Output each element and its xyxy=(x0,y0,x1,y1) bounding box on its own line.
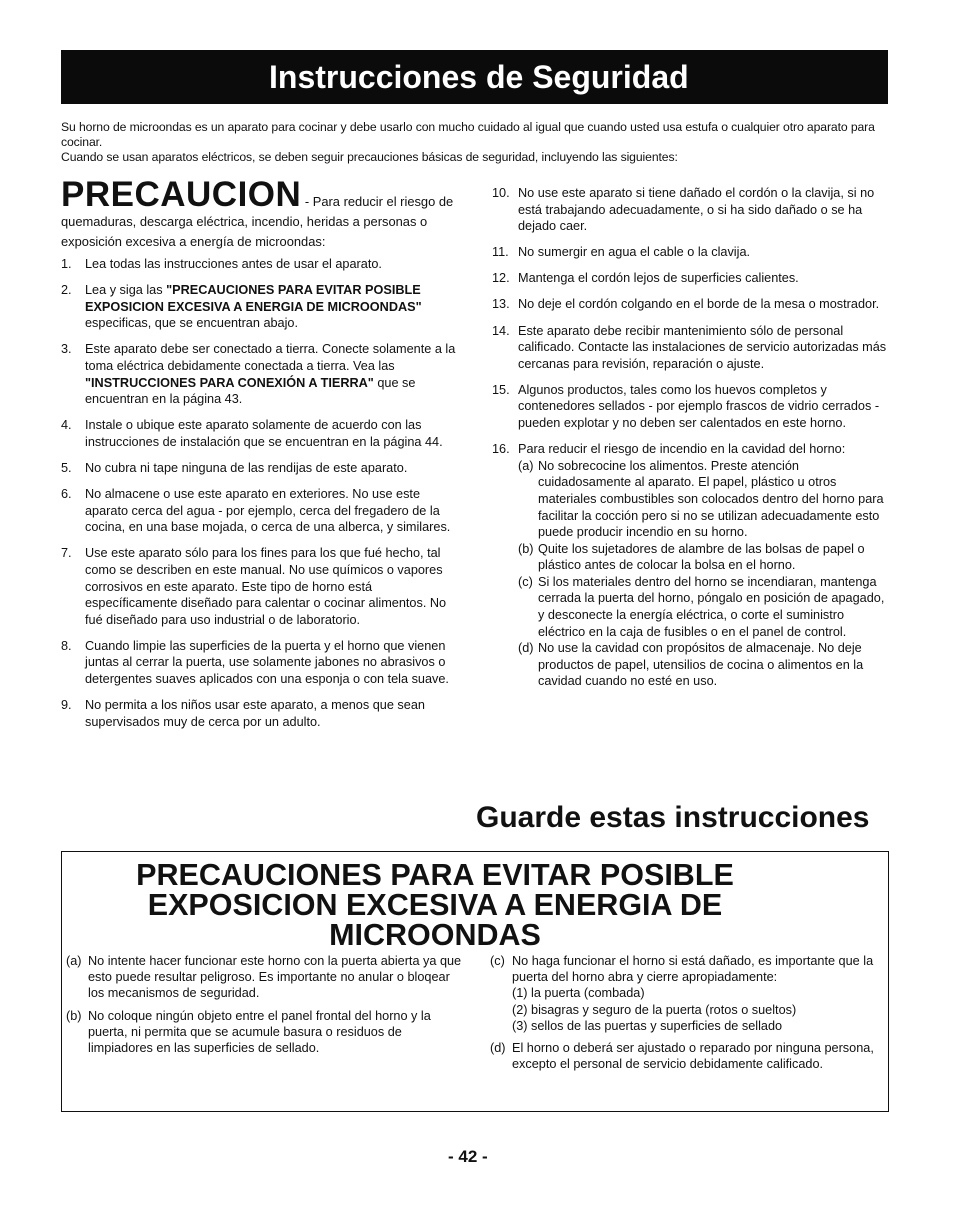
item-number: 6. xyxy=(61,487,72,502)
microwave-exposure-box xyxy=(61,851,889,1112)
box-title xyxy=(62,860,888,950)
item-number: 1. xyxy=(61,257,72,271)
safety-item-16 xyxy=(492,441,887,690)
sub-item-text: No sobrecocine los alimentos. Preste atención cuidadosamente al aparato. El papel, plástico u otros materiales combustibles son colocados dentro del horno para facilitar la cocción pero si no se utilizan adecuadamente esto puede producir incendio en su horno. xyxy=(538,458,884,540)
intro-text xyxy=(61,120,891,165)
page-number: - 42 - xyxy=(448,1147,488,1166)
safety-list-right xyxy=(492,185,887,690)
safety-item-5 xyxy=(61,460,461,477)
box-item-text: No haga funcionar el horno si está dañado, es importante que la puerta del horno abra y cierre apropiadamente: xyxy=(512,954,874,985)
box-item-d xyxy=(490,1040,882,1072)
left-column xyxy=(61,175,461,740)
item-number: 13. xyxy=(492,297,510,312)
box-item-label: (a) xyxy=(66,954,82,968)
item-text: especificas, que se encuentran abajo. xyxy=(85,316,299,331)
box-item-text: El horno o deberá ser ajustado o reparado por ninguna persona, excepto el personal de servicio debidamente calificado. xyxy=(512,1041,874,1072)
item-number: 16. xyxy=(492,442,510,457)
box-item-label: (c) xyxy=(490,954,505,968)
sub-item-a xyxy=(518,458,887,541)
item-number: 9. xyxy=(61,698,72,713)
safety-item-14 xyxy=(492,323,887,373)
box-item-b xyxy=(66,1008,466,1057)
item-bold-text: "INSTRUCCIONES PARA CONEXIÓN A TIERRA" xyxy=(85,375,374,390)
box-right-column xyxy=(490,953,882,1078)
sub-item-label: (c) xyxy=(518,574,533,589)
safety-item-1 xyxy=(61,256,461,273)
box-item-a xyxy=(66,953,466,1002)
sub-item-c xyxy=(518,574,887,640)
intro-paragraph-2: Cuando se usan aparatos eléctricos, se deben seguir precauciones básicas de seguridad, incluyendo las siguientes: xyxy=(61,150,678,164)
item-number: 8. xyxy=(61,638,72,653)
sub-item-label: (d) xyxy=(518,641,534,656)
item-number: 11. xyxy=(492,245,509,260)
safety-item-2 xyxy=(61,282,461,332)
sub-item-b xyxy=(518,541,887,574)
precaucion-word: PRECAUCION xyxy=(61,175,302,214)
item-text: No almacene o use este aparato en exteriores. No use este aparato cerca del agua - por ejemplo, cerca del fregadero de la cocina, en una base mojada, o cerca de una alberca, y similares. xyxy=(85,487,451,535)
box-item-label: (b) xyxy=(66,1008,82,1023)
intro-paragraph-1: Su horno de microondas es un aparato para cocinar y debe usarlo con mucho cuidado al igual que cuando usted usa estufa o cualquier otro aparato para cocinar. xyxy=(61,120,875,149)
safety-item-10 xyxy=(492,185,887,235)
item-number: 10. xyxy=(492,186,510,200)
door-problem-1: (1) la puerta (combada) xyxy=(512,986,645,1001)
item-number: 2. xyxy=(61,283,72,298)
item-text: Use este aparato sólo para los fines para los que fué hecho, tal como se describen en este manual. No use químicos o vapores corrosivos en este aparato. Este tipo de horno está específicamente diseñado para calentar o cocinar alimentos. No fué diseñado para uso industrial o de laboratorio. xyxy=(85,546,447,627)
safety-item-9 xyxy=(61,697,461,730)
page-title: Instrucciones de Seguridad xyxy=(61,50,888,104)
item-text: No cubra ni tape ninguna de las rendijas de este aparato. xyxy=(85,460,408,475)
box-title-line-2: EXPOSICION EXCESIVA A ENERGIA DE xyxy=(147,888,723,922)
door-problem-2: (2) bisagras y seguro de la puerta (rotos o sueltos) xyxy=(512,1002,797,1017)
safety-item-4 xyxy=(61,417,461,450)
box-left-column xyxy=(66,953,466,1062)
item-number: 5. xyxy=(61,460,72,475)
safety-item-7 xyxy=(61,545,461,628)
item-text: No use este aparato si tiene dañado el cordón o la clavija, si no está trabajando adecuadamente, o si ha sido dañado o se ha dejado caer. xyxy=(518,186,875,234)
item-number: 14. xyxy=(492,323,510,338)
sub-item-label: (b) xyxy=(518,541,534,556)
fire-risk-sublist xyxy=(518,458,887,690)
safety-item-6 xyxy=(61,486,461,536)
item-text: No sumergir en agua el cable o la clavija. xyxy=(518,245,751,260)
sub-item-text: Quite los sujetadores de alambre de las bolsas de papel o plástico antes de colocar la bolsa en el horno. xyxy=(538,541,865,573)
item-text: No deje el cordón colgando en el borde de la mesa o mostrador. xyxy=(518,297,880,312)
safety-list-left xyxy=(61,256,461,730)
item-text: Algunos productos, tales como los huevos completos y contenedores sellados - por ejemplo frascos de vidrio cerrados - pueden explotar y no deben ser calentados en este horno. xyxy=(518,382,880,431)
safety-item-3 xyxy=(61,341,461,407)
precaucion-heading xyxy=(61,175,461,252)
safety-item-12 xyxy=(492,270,887,287)
item-text: Para reducir el riesgo de incendio en la cavidad del horno: xyxy=(518,442,846,457)
sub-item-text: Si los materiales dentro del horno se incendiaran, mantenga cerrada la puerta del horno, póngalo en posición de apagado, y desconecte la energía eléctrica, o corte el suministro eléctrico en la caja de fusibles o en el panel de control. xyxy=(538,574,885,639)
item-text: Mantenga el cordón lejos de superficies calientes. xyxy=(518,271,799,286)
sub-item-text: No use la cavidad con propósitos de almacenaje. No deje productos de papel, utensilios de cocina o alimentos en la cavidad cuando no esté en uso. xyxy=(538,641,864,689)
sub-item-label: (a) xyxy=(518,458,534,473)
box-item-text: No coloque ningún objeto entre el panel frontal del horno y la puerta, ni permita que se acumule basura o residuos de limpiadores en las superficies de sellado. xyxy=(88,1008,431,1056)
item-text: Este aparato debe recibir mantenimiento sólo de personal calificado. Contacte las instalaciones de servicio autorizadas más cercanas para revisión, reparación o ajuste. xyxy=(518,323,887,371)
safety-item-8 xyxy=(61,638,461,688)
item-number: 4. xyxy=(61,418,72,433)
box-title-line-3: MICROONDAS xyxy=(329,918,541,952)
item-text: que se encuentran en la página 43. xyxy=(85,375,416,407)
item-text: Este aparato debe ser conectado a tierra. Conecte solamente a la toma eléctrica debidamente conectada a tierra. Vea las xyxy=(85,342,456,373)
safety-item-13 xyxy=(492,296,887,313)
item-number: 12. xyxy=(492,271,510,286)
precaucion-subtitle: - Para reducir el riesgo de quemaduras, descarga eléctrica, incendio, heridas a personas o exposición excesiva a energía de microondas: xyxy=(61,194,454,249)
item-number: 3. xyxy=(61,342,72,357)
door-problems-list xyxy=(512,985,882,1034)
box-title-line-1: PRECAUCIONES PARA EVITAR POSIBLE xyxy=(136,858,734,892)
item-text: Cuando limpie las superficies de la puerta y el horno que vienen juntas al cerrar la puerta, use solamente jabones no abrasivos o detergentes suaves aplicados con una esponja o con tela suave. xyxy=(85,638,449,686)
sub-item-d xyxy=(518,640,887,690)
item-bold-text: "PRECAUCIONES PARA EVITAR POSIBLE EXPOSICION EXCESIVA A ENERGIA DE MICROONDAS" xyxy=(85,283,422,314)
right-column xyxy=(492,185,887,700)
item-number: 7. xyxy=(61,546,72,561)
door-problem-3: (3) sellos de las puertas y superficies de sellado xyxy=(512,1018,783,1033)
save-instructions-heading: Guarde estas instrucciones xyxy=(476,801,870,834)
item-text: Lea y siga las xyxy=(85,283,167,298)
box-item-label: (d) xyxy=(490,1041,506,1056)
item-text: No permita a los niños usar este aparato, a menos que sean supervisados muy de cerca por un adulto. xyxy=(85,698,425,729)
item-number: 15. xyxy=(492,382,510,397)
box-item-text: No intente hacer funcionar este horno con la puerta abierta ya que esto puede resultar peligroso. Es importante no anular o bloqear los mecanismos de seguridad. xyxy=(88,954,462,1001)
box-item-c xyxy=(490,953,882,1034)
item-text: Lea todas las instrucciones antes de usar el aparato. xyxy=(85,257,382,271)
safety-item-15 xyxy=(492,382,887,432)
safety-item-11 xyxy=(492,244,887,261)
item-text: Instale o ubique este aparato solamente de acuerdo con las instrucciones de instalación que se encuentran en la página 44. xyxy=(85,418,443,449)
